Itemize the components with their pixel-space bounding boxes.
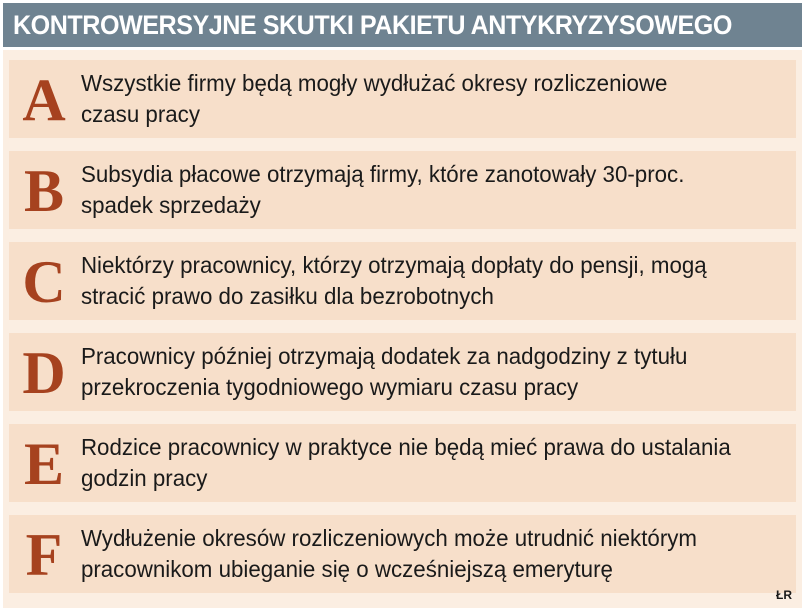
list-item-b bbox=[9, 151, 796, 229]
item-letter: C bbox=[22, 249, 66, 315]
list-item-e bbox=[9, 424, 796, 502]
page-title: KONTROWERSYJNE SKUTKI PAKIETU ANTYKRYZYSOWEGO bbox=[13, 9, 732, 40]
item-text: Wydłużenie okresów rozliczeniowych może utrudnić niektórym pracownikom ubieganie się o wcześniejszą emeryturę bbox=[80, 525, 697, 582]
item-letter: D bbox=[22, 340, 66, 406]
item-letter: E bbox=[23, 431, 65, 497]
item-letter: B bbox=[23, 158, 65, 224]
item-text: Subsydia płacowe otrzymają firmy, które zanotowały 30-proc. spadek sprzedaży bbox=[80, 161, 685, 218]
item-text: Pracownicy później otrzymają dodatek za nadgodziny z tytułu przekroczenia tygodniowego wymiaru czasu pracy bbox=[80, 343, 688, 400]
list-item-d bbox=[9, 333, 796, 411]
item-text: Rodzice pracownicy w praktyce nie będą mieć prawa do ustalania godzin pracy bbox=[80, 434, 731, 491]
list-item-c bbox=[9, 242, 796, 320]
item-letter: A bbox=[22, 67, 66, 133]
header-bar bbox=[3, 3, 802, 47]
list-item-a bbox=[9, 60, 796, 138]
item-text: Wszystkie firmy będą mogły wydłużać okresy rozliczeniowe czasu pracy bbox=[80, 70, 668, 127]
item-letter: F bbox=[25, 522, 63, 588]
list-item-f bbox=[9, 515, 796, 593]
author-credit: ŁR bbox=[776, 588, 792, 602]
item-text: Niektórzy pracownicy, którzy otrzymają dopłaty do pensji, mogą stracić prawo do zasiłku dla bezrobotnych bbox=[80, 252, 707, 309]
content-panel bbox=[3, 50, 802, 608]
